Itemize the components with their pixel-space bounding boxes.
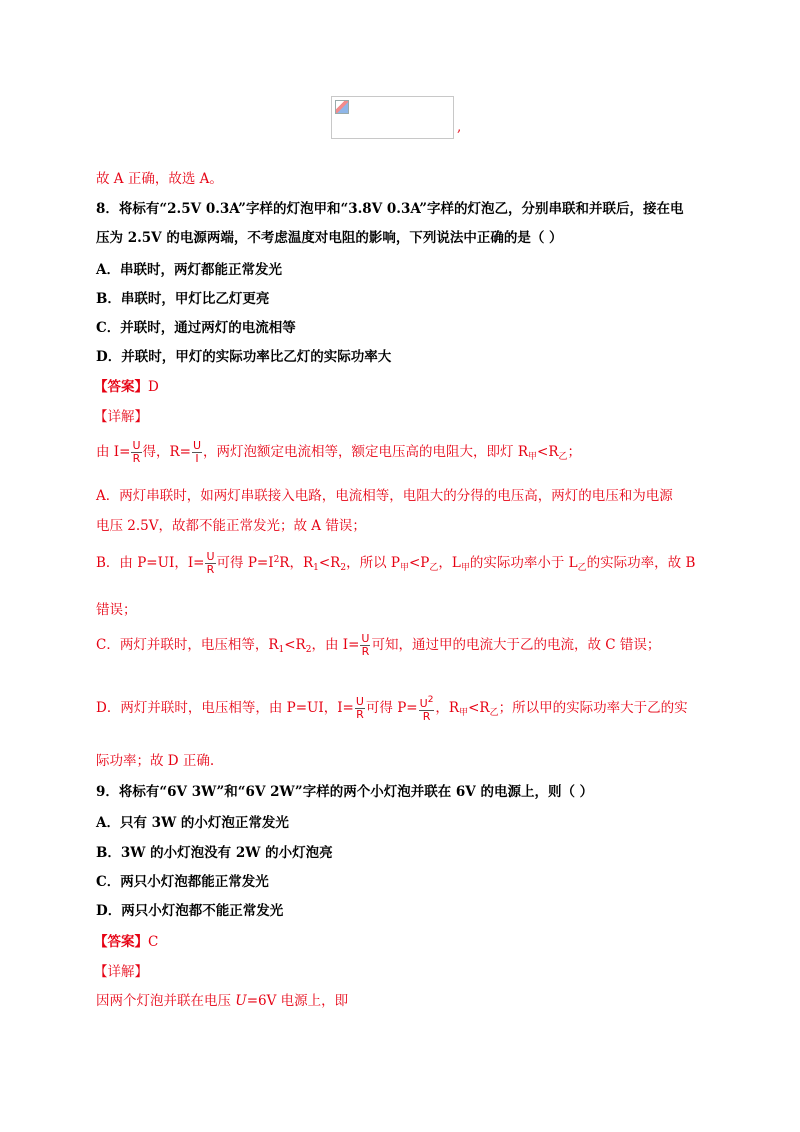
fraction-u-squared-over-r: $\frac{U^2}{R}$	[419, 695, 434, 723]
q8-detail-tag: 【详解】	[94, 409, 148, 425]
q9-option-a: A．只有 3W 的小灯泡正常发光	[96, 815, 289, 831]
trailing-comma: ,	[457, 119, 462, 135]
q8-exp-d-line2: 际功率；故 D 正确.	[96, 753, 215, 769]
q8-exp-c: C．两灯并联时，电压相等，$R_1<R_2$，由 I= $\frac{U}{R}$ 可知，通过甲的电流大于乙的电流，故 C 错误；	[96, 632, 661, 658]
q8-exp-a-line2: 电压 2.5V，故都不能正常发光；故 A 错误；	[96, 518, 366, 534]
q8-option-b: B．串联时，甲灯比乙灯更亮	[96, 291, 270, 307]
q8-exp-a-line1: A．两灯串联时，如两灯串联接入电路，电流相等，电阻大的分得的电压高，两灯的电压和为电源	[96, 488, 673, 504]
q8-option-d: D．并联时，甲灯的实际功率比乙灯的实际功率大	[96, 349, 392, 365]
q8-exp-resistance: 由 I= $\frac{U}{R}$ 得，R= $\frac{U}{I}$ ，两灯泡额定电流相等，额定电压高的电阻大，即灯 $R_甲<R_乙$；	[96, 439, 582, 465]
broken-image-placeholder	[331, 96, 454, 139]
fraction-u-over-r: $\frac{U}{R}$	[206, 550, 215, 576]
q8-stem-line1: 8．将标有“2.5V 0.3A”字样的灯泡甲和“3.8V 0.3A”字样的灯泡乙，分别串联和并联后，接在电	[96, 201, 684, 217]
q8-exp-d-line1: D．两灯并联时，电压相等，由 P=UI，I= $\frac{U}{R}$ 可得 P= $\frac{U^2}{R}$ ，$R_甲<R_乙$；所以甲的实际功率大于乙的实	[96, 695, 688, 723]
q9-answer-tag: 【答案】	[94, 934, 148, 950]
q9-detail-tag: 【详解】	[94, 964, 148, 980]
broken-image-icon	[335, 100, 349, 114]
q8-exp-b-line1: B．由 P=UI，I= $\frac{U}{R}$ 可得 $P=I^2R$，$R_1<R_2$，所以 $P_甲<P_乙$，$L_甲$的实际功率小于 $L_乙$的实际功率，故 B	[96, 550, 696, 576]
q8-option-a: A．串联时，两灯都能正常发光	[96, 262, 282, 278]
q8-answer	[94, 378, 159, 396]
fraction-u-over-r: $\frac{U}{R}$	[355, 695, 364, 721]
q9-option-c: C．两只小灯泡都能正常发光	[96, 874, 269, 890]
q9-stem: 9．将标有“6V 3W”和“6V 2W”字样的两个小灯泡并联在 6V 的电源上，则（ ）	[96, 784, 594, 800]
q8-exp-b-line2: 错误；	[96, 602, 137, 618]
fraction-u-over-r: $\frac{U}{R}$	[132, 439, 141, 465]
q9-exp: 因两个灯泡并联在电压 U=6V 电源上，即	[96, 993, 349, 1009]
q8-answer-tag: 【答案】	[94, 379, 148, 395]
previous-conclusion: 故 A 正确，故选 A。	[96, 171, 223, 187]
q8-answer-value: D	[148, 379, 159, 395]
q9-answer	[94, 933, 158, 951]
q8-option-c: C．并联时，通过两灯的电流相等	[96, 320, 296, 336]
q9-option-b: B．3W 的小灯泡没有 2W 的小灯泡亮	[96, 845, 333, 861]
fraction-u-over-i: $\frac{U}{I}$	[192, 439, 202, 465]
q9-answer-value: C	[148, 934, 159, 950]
fraction-u-over-r: $\frac{U}{R}$	[361, 632, 370, 658]
q9-option-d: D．两只小灯泡都不能正常发光	[96, 903, 284, 919]
q8-stem-line2: 压为 2.5V 的电源两端，不考虑温度对电阻的影响，下列说法中正确的是（ ）	[96, 230, 563, 246]
